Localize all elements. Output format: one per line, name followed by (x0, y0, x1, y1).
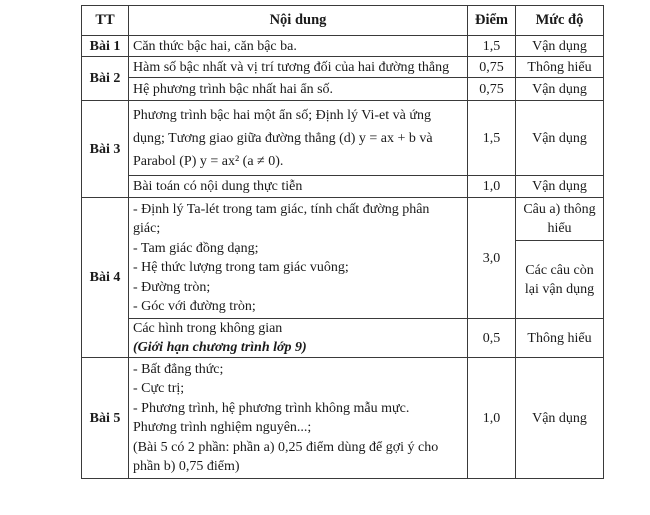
header-content: Nội dung (129, 6, 468, 36)
score-cell: 1,0 (468, 176, 516, 198)
content-line: - Định lý Ta-lét trong tam giác, tính chất đường phân (133, 201, 430, 217)
level-cell: Vận dụng (516, 36, 604, 57)
content-cell: Hệ phương trình bậc nhất hai ẩn số. (129, 78, 468, 101)
table-row (82, 176, 604, 198)
row-label: Bài 2 (82, 57, 129, 101)
row-label: Bài 1 (82, 36, 129, 57)
table-row (82, 57, 604, 78)
content-note: (Giới hạn chương trình lớp 9) (133, 340, 307, 355)
row-label: Bài 5 (82, 358, 129, 479)
header-score: Điểm (468, 6, 516, 36)
row-label: Bài 4 (82, 198, 129, 358)
content-line: - Cực trị; (133, 381, 185, 396)
content-cell: Hàm số bậc nhất và vị trí tương đối của hai đường thẳng (129, 57, 468, 78)
content-line: - Góc với đường tròn; (133, 299, 256, 314)
score-cell: 0,5 (468, 319, 516, 358)
table-row (82, 78, 604, 101)
score-cell: 3,0 (468, 198, 516, 319)
table-row (82, 36, 604, 57)
header-row (82, 6, 604, 36)
header-level: Mức độ (516, 6, 604, 36)
content-cell (129, 101, 468, 176)
content-line: giác; (133, 221, 161, 236)
content-line: - Bất đẳng thức; (133, 361, 224, 377)
level-cell: Vận dụng (516, 101, 604, 176)
score-cell: 1,5 (468, 101, 516, 176)
content-cell (129, 198, 468, 319)
level-cell: Vận dụng (516, 176, 604, 198)
exam-matrix-table (81, 5, 604, 479)
content-line: Parabol (P) y = ax² (a ≠ 0). (133, 153, 284, 169)
score-cell: 1,5 (468, 36, 516, 57)
score-cell: 0,75 (468, 57, 516, 78)
score-cell: 0,75 (468, 78, 516, 101)
table-row (82, 319, 604, 358)
content-cell (129, 319, 468, 358)
level-cell: Vận dụng (516, 78, 604, 101)
table-row (82, 358, 604, 479)
content-line: (Bài 5 có 2 phần: phần a) 0,25 điểm dùng để gợi ý cho (133, 439, 439, 455)
level-cell: Thông hiểu (516, 319, 604, 358)
header-tt: TT (82, 6, 129, 36)
level-cell-a: Câu a) thông hiểu (516, 198, 604, 241)
level-cell: Thông hiểu (516, 57, 604, 78)
level-cell-b: Các câu còn lại vận dụng (516, 241, 604, 319)
row-label: Bài 3 (82, 101, 129, 198)
score-cell: 1,0 (468, 358, 516, 479)
content-line: dụng; Tương giao giữa đường thẳng (d) y = ax + b và (133, 130, 433, 146)
content-line: Phương trình bậc hai một ẩn số; Định lý Vi-et và ứng (133, 107, 431, 123)
table-row (82, 101, 604, 176)
content-line: - Đường tròn; (133, 279, 211, 295)
content-line: - Tam giác đồng dạng; (133, 240, 259, 256)
content-cell: Bài toán có nội dung thực tiễn (129, 176, 468, 198)
content-line: Các hình trong không gian (133, 321, 283, 336)
content-line: - Hệ thức lượng trong tam giác vuông; (133, 260, 349, 275)
content-line: Phương trình nghiệm nguyên...; (133, 420, 312, 435)
content-cell (129, 358, 468, 479)
content-line: phần b) 0,75 điểm) (133, 459, 240, 474)
content-line: - Phương trình, hệ phương trình không mẫu mực. (133, 400, 410, 416)
level-cell: Vận dụng (516, 358, 604, 479)
content-cell: Căn thức bậc hai, căn bậc ba. (129, 36, 468, 57)
table-row (82, 198, 604, 241)
